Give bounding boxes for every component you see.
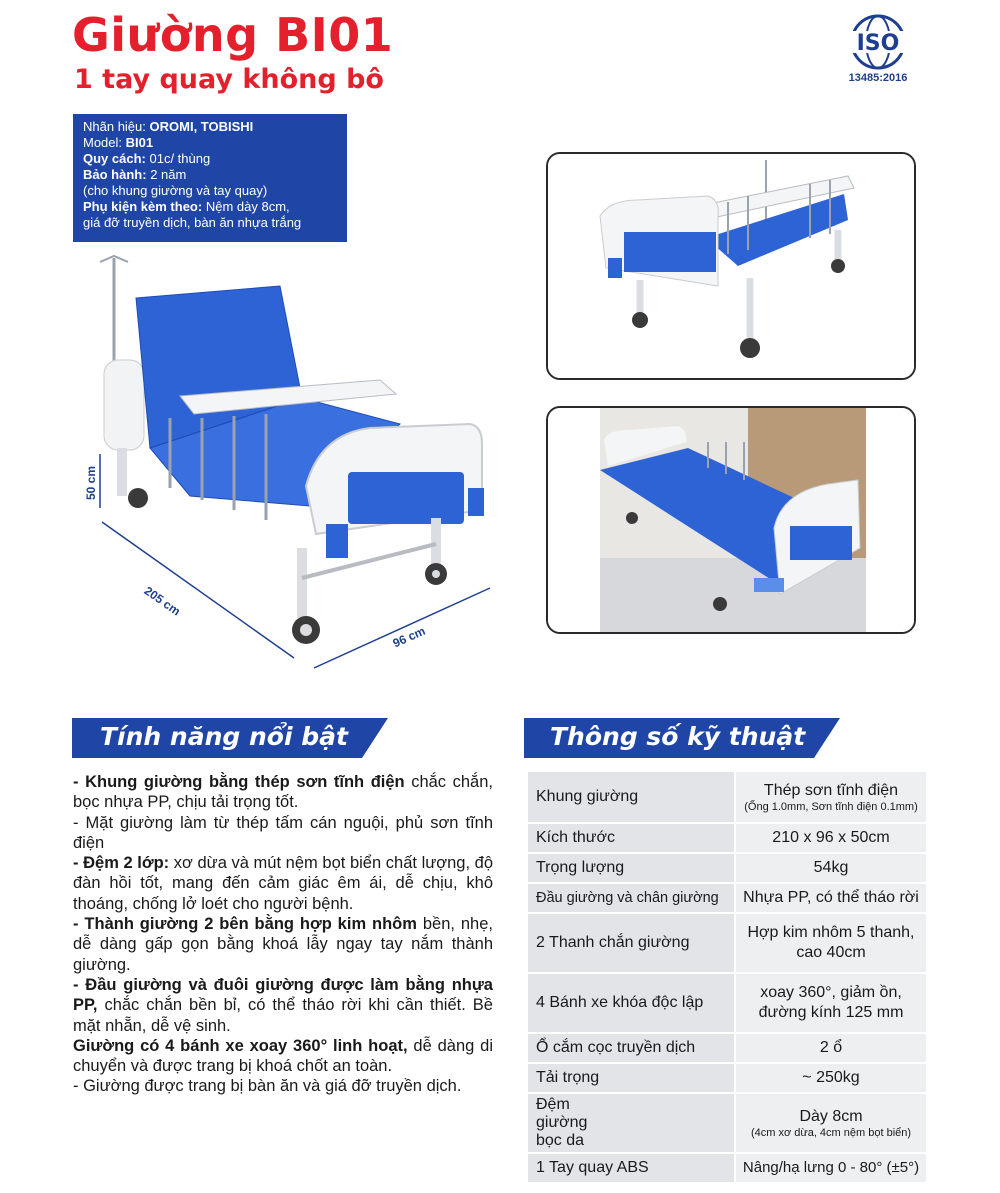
spec-note: (Ống 1.0mm, Sơn tĩnh điện 0.1mm)	[744, 800, 918, 813]
spec-key: Tải trọng	[527, 1063, 735, 1093]
brand-label: Nhãn hiệu:	[83, 119, 146, 134]
page-title: Giường BI01	[72, 8, 394, 62]
spec-key: Đầu giường và chân giường	[527, 883, 735, 913]
spec-value: Thép sơn tĩnh điện	[763, 781, 899, 799]
product-photo-card-2	[546, 406, 916, 634]
spec-key: Ổ cắm cọc truyền dịch	[527, 1033, 735, 1063]
feature-item: Giường có 4 bánh xe xoay 360° linh hoạt, dễ dàng di chuyển và được trang bị khoá chốt an toàn.	[73, 1036, 493, 1076]
pack-value: 01c/ thùng	[149, 151, 211, 166]
feature-item: - Đầu giường và đuôi giường được làm bằng nhựa PP, chắc chắn bền bỉ, có thể tháo rời khi cần thiết. Bề mặt nhẵn, dễ vệ sinh.	[73, 975, 493, 1035]
spec-note: (4cm xơ dừa, 4cm nệm bọt biển)	[750, 1126, 912, 1139]
spec-key: 4 Bánh xe khóa độc lập	[527, 973, 735, 1033]
bed-photo-1	[548, 154, 916, 380]
spec-key: 1 Tay quay ABS	[527, 1153, 735, 1183]
features-heading: Tính năng nổi bật	[100, 722, 348, 751]
feature-item: - Giường được trang bị bàn ăn và giá đỡ truyền dịch.	[73, 1077, 462, 1096]
spec-key: Kích thước	[527, 823, 735, 853]
product-info-box	[73, 114, 347, 242]
table-row	[527, 913, 927, 973]
table-row	[527, 973, 927, 1033]
iso-caption: 13485:2016	[848, 72, 908, 84]
spec-value: Hợp kim nhôm 5 thanh, cao 40cm	[735, 913, 927, 973]
spec-value: 2 ổ	[735, 1033, 927, 1063]
table-row	[527, 823, 927, 853]
spec-value: Dày 8cm	[799, 1107, 863, 1125]
table-row	[527, 1063, 927, 1093]
brand-value: OROMI, TOBISHI	[149, 119, 254, 134]
warranty-label: Bảo hành:	[83, 167, 147, 182]
dimension-width-label: 96 cm	[390, 623, 428, 651]
feature-item: - Đệm 2 lớp: xơ dừa và mút nệm bọt biển chất lượng, độ đàn hồi tốt, mang đến cảm giác êm ái, dễ chịu, khô thoáng, chống lở loét cho người bệnh.	[73, 854, 494, 913]
hospital-bed-image	[70, 248, 510, 678]
product-photo-card-1	[546, 152, 916, 380]
spec-value: Nhựa PP, có thể tháo rời	[735, 883, 927, 913]
feature-item: - Khung giường bằng thép sơn tĩnh điện chắc chắn, bọc nhựa PP, chịu tải trọng tốt.	[73, 773, 493, 812]
specs-heading: Thông số kỹ thuật	[550, 722, 806, 751]
spec-key: Khung giường	[527, 771, 735, 823]
accessories-value: Nệm dày 8cm,	[205, 199, 290, 214]
feature-item: - Mặt giường làm từ thép tấm cán nguội, phủ sơn tĩnh điện	[73, 813, 493, 852]
table-row	[527, 771, 927, 823]
spec-value: xoay 360°, giảm ồn, đường kính 125 mm	[735, 973, 927, 1033]
spec-value: Nâng/hạ lưng 0 - 80° (±5°)	[735, 1153, 927, 1183]
warranty-value: 2 năm	[150, 167, 187, 182]
spec-value: 210 x 96 x 50cm	[735, 823, 927, 853]
table-row	[527, 883, 927, 913]
table-row	[527, 853, 927, 883]
accessories-label: Phụ kiện kèm theo:	[83, 199, 203, 214]
warranty-note: (cho khung giường và tay quay)	[83, 183, 268, 198]
spec-key: Trọng lượng	[527, 853, 735, 883]
specs-table	[526, 770, 928, 1184]
table-row	[527, 1033, 927, 1063]
iso-logo-text: ISO	[856, 31, 900, 56]
accessories-value-2: giá đỡ truyền dịch, bàn ăn nhựa trắng	[83, 215, 302, 230]
dimension-length-label: 205 cm	[141, 583, 184, 619]
feature-item: - Thành giường 2 bên bằng hợp kim nhôm bền, nhẹ, dễ dàng gấp gọn bằng khoá lẫy ngay tay nắm thành giường.	[73, 915, 493, 974]
features-list	[73, 772, 493, 1097]
spec-key: 2 Thanh chắn giường	[527, 913, 735, 973]
dimension-height-label: 50 cm	[84, 465, 99, 501]
model-value: BI01	[125, 135, 154, 150]
spec-value: ~ 250kg	[735, 1063, 927, 1093]
pack-label: Quy cách:	[83, 151, 146, 166]
table-row	[527, 1093, 927, 1153]
table-row	[527, 1153, 927, 1183]
page-subtitle: 1 tay quay không bô	[74, 64, 384, 95]
spec-value: 54kg	[735, 853, 927, 883]
model-label: Model:	[83, 135, 123, 150]
bed-photo-2	[548, 408, 916, 634]
spec-key: Đệm giường bọc da	[527, 1093, 735, 1153]
